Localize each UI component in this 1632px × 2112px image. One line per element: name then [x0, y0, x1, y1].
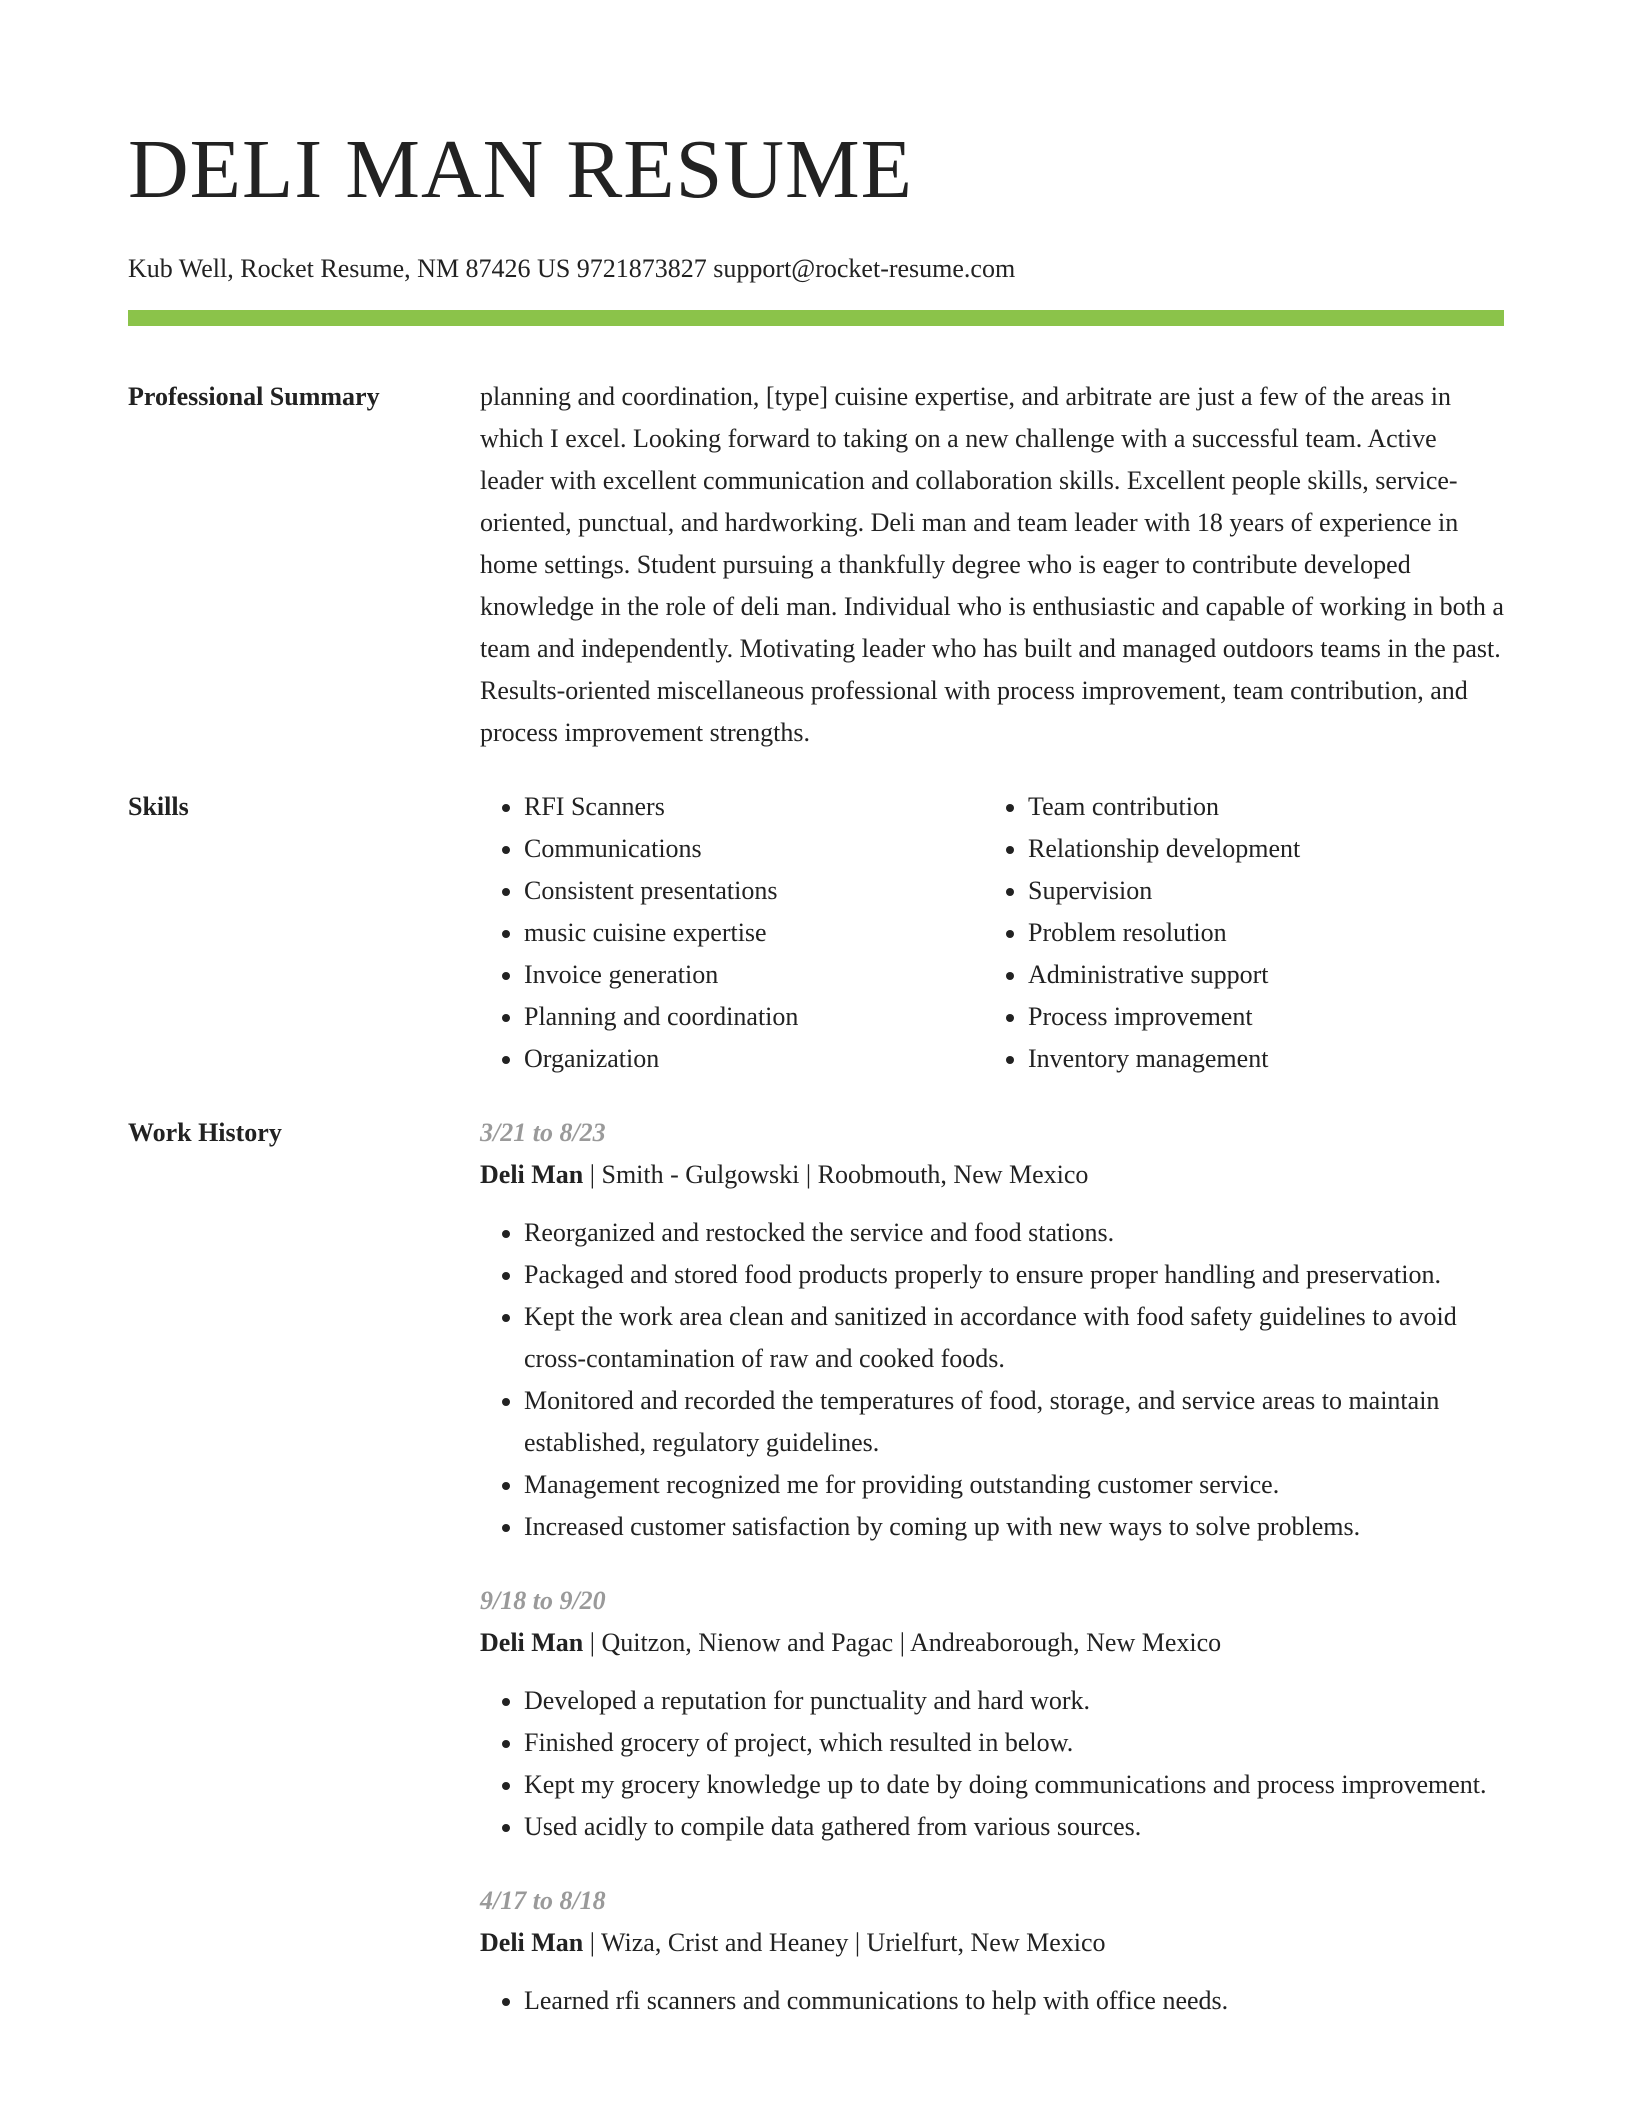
job-bullet: • Kept my grocery knowledge up to date by doing communications and process improvement. — [524, 1764, 1504, 1806]
job-title: Deli Man — [480, 1928, 584, 1957]
job-entry — [480, 1880, 1504, 2022]
job-bullet: • Learned rfi scanners and communications to help with office needs. — [524, 1980, 1504, 2022]
skills-body — [480, 786, 1504, 1080]
section-label-professional-summary: Professional Summary — [128, 382, 380, 411]
summary-body — [480, 376, 1504, 754]
job-bullet-list — [480, 1212, 1504, 1548]
job-bullet: • Packaged and stored food products properly to ensure proper handling and preservation. — [524, 1254, 1504, 1296]
job-bullet: • Kept the work area clean and sanitized in accordance with food safety guidelines to avoid cross-contamination of raw and cooked foods. — [524, 1296, 1504, 1380]
skill-item: • Inventory management — [1028, 1038, 1504, 1080]
skills-list-right — [984, 786, 1504, 1080]
job-location: Roobmouth, New Mexico — [817, 1160, 1089, 1189]
work-history-body — [480, 1112, 1504, 2054]
job-separator: | — [848, 1928, 867, 1957]
job-separator: | — [893, 1628, 910, 1657]
job-date: 4/17 to 8/18 — [480, 1886, 606, 1915]
job-bullet: • Finished grocery of project, which resulted in below. — [524, 1722, 1504, 1764]
job-separator: | — [799, 1160, 818, 1189]
job-title: Deli Man — [480, 1160, 584, 1189]
header-divider — [128, 310, 1504, 326]
resume-page — [128, 0, 1504, 2054]
job-bullet: • Reorganized and restocked the service and food stations. — [524, 1212, 1504, 1254]
resume-title: DELI MAN RESUME — [128, 123, 913, 216]
job-bullet: • Increased customer satisfaction by coming up with new ways to solve problems. — [524, 1506, 1504, 1548]
job-company: Quitzon, Nienow and Pagac — [601, 1628, 894, 1657]
section-label-work-history: Work History — [128, 1118, 282, 1147]
job-separator: | — [583, 1628, 602, 1657]
skill-item: • Organization — [524, 1038, 984, 1080]
job-date: 9/18 to 9/20 — [480, 1586, 606, 1615]
job-header — [480, 1622, 1504, 1664]
job-title: Deli Man — [480, 1628, 584, 1657]
skill-item: • RFI Scanners — [524, 786, 984, 828]
skill-item: • Process improvement — [1028, 996, 1504, 1038]
professional-summary-section — [128, 376, 1504, 754]
job-date: 3/21 to 8/23 — [480, 1118, 606, 1147]
job-company: Wiza, Crist and Heaney — [601, 1928, 849, 1957]
skill-item: • Problem resolution — [1028, 912, 1504, 954]
job-company: Smith - Gulgowski — [601, 1160, 800, 1189]
job-header — [480, 1922, 1504, 1964]
work-history-section — [128, 1112, 1504, 2054]
job-bullet: • Used acidly to compile data gathered from various sources. — [524, 1806, 1504, 1848]
section-label-skills: Skills — [128, 792, 189, 821]
job-header — [480, 1154, 1504, 1196]
skill-item: • Team contribution — [1028, 786, 1504, 828]
job-entry — [480, 1112, 1504, 1548]
skills-section — [128, 786, 1504, 1080]
job-location: Urielfurt, New Mexico — [866, 1928, 1106, 1957]
job-bullet: • Developed a reputation for punctuality and hard work. — [524, 1680, 1504, 1722]
job-bullet: • Monitored and recorded the temperatures of food, storage, and service areas to maintain established, regulatory guidelines. — [524, 1380, 1504, 1464]
summary-text: planning and coordination, [type] cuisine expertise, and arbitrate are just a few of the areas in which I excel. Looking forward to taking on a new challenge with a successful team. Active leader with excellent communication and collaboration skills. Excellent people skills, service-oriented, punctual, and hardworking. Deli man and team leader with 18 years of experience in home settings. Student pursuing a thankfully degree who is eager to contribute developed knowledge in the role of deli man. Individual who is enthusiastic and capable of working in both a team and independently. Motivating leader who has built and managed outdoors teams in the past. Results-oriented miscellaneous professional with process improvement, team contribution, and process improvement strengths. — [480, 382, 1504, 747]
job-bullet-list — [480, 1980, 1504, 2022]
skill-item: • Relationship development — [1028, 828, 1504, 870]
skill-item: • Supervision — [1028, 870, 1504, 912]
skills-columns — [480, 786, 1504, 1080]
skills-list-left — [480, 786, 984, 1080]
job-entry — [480, 1580, 1504, 1848]
contact-line: Kub Well, Rocket Resume, NM 87426 US 9721873827 support@rocket-resume.com — [128, 254, 1016, 283]
job-separator: | — [583, 1928, 602, 1957]
skill-item: • Consistent presentations — [524, 870, 984, 912]
skill-item: • Communications — [524, 828, 984, 870]
job-bullet: • Management recognized me for providing outstanding customer service. — [524, 1464, 1504, 1506]
skill-item: • Planning and coordination — [524, 996, 984, 1038]
skill-item: • music cuisine expertise — [524, 912, 984, 954]
job-separator: | — [583, 1160, 602, 1189]
job-bullet-list — [480, 1680, 1504, 1848]
skill-item: • Administrative support — [1028, 954, 1504, 996]
skill-item: • Invoice generation — [524, 954, 984, 996]
job-location: Andreaborough, New Mexico — [909, 1628, 1222, 1657]
